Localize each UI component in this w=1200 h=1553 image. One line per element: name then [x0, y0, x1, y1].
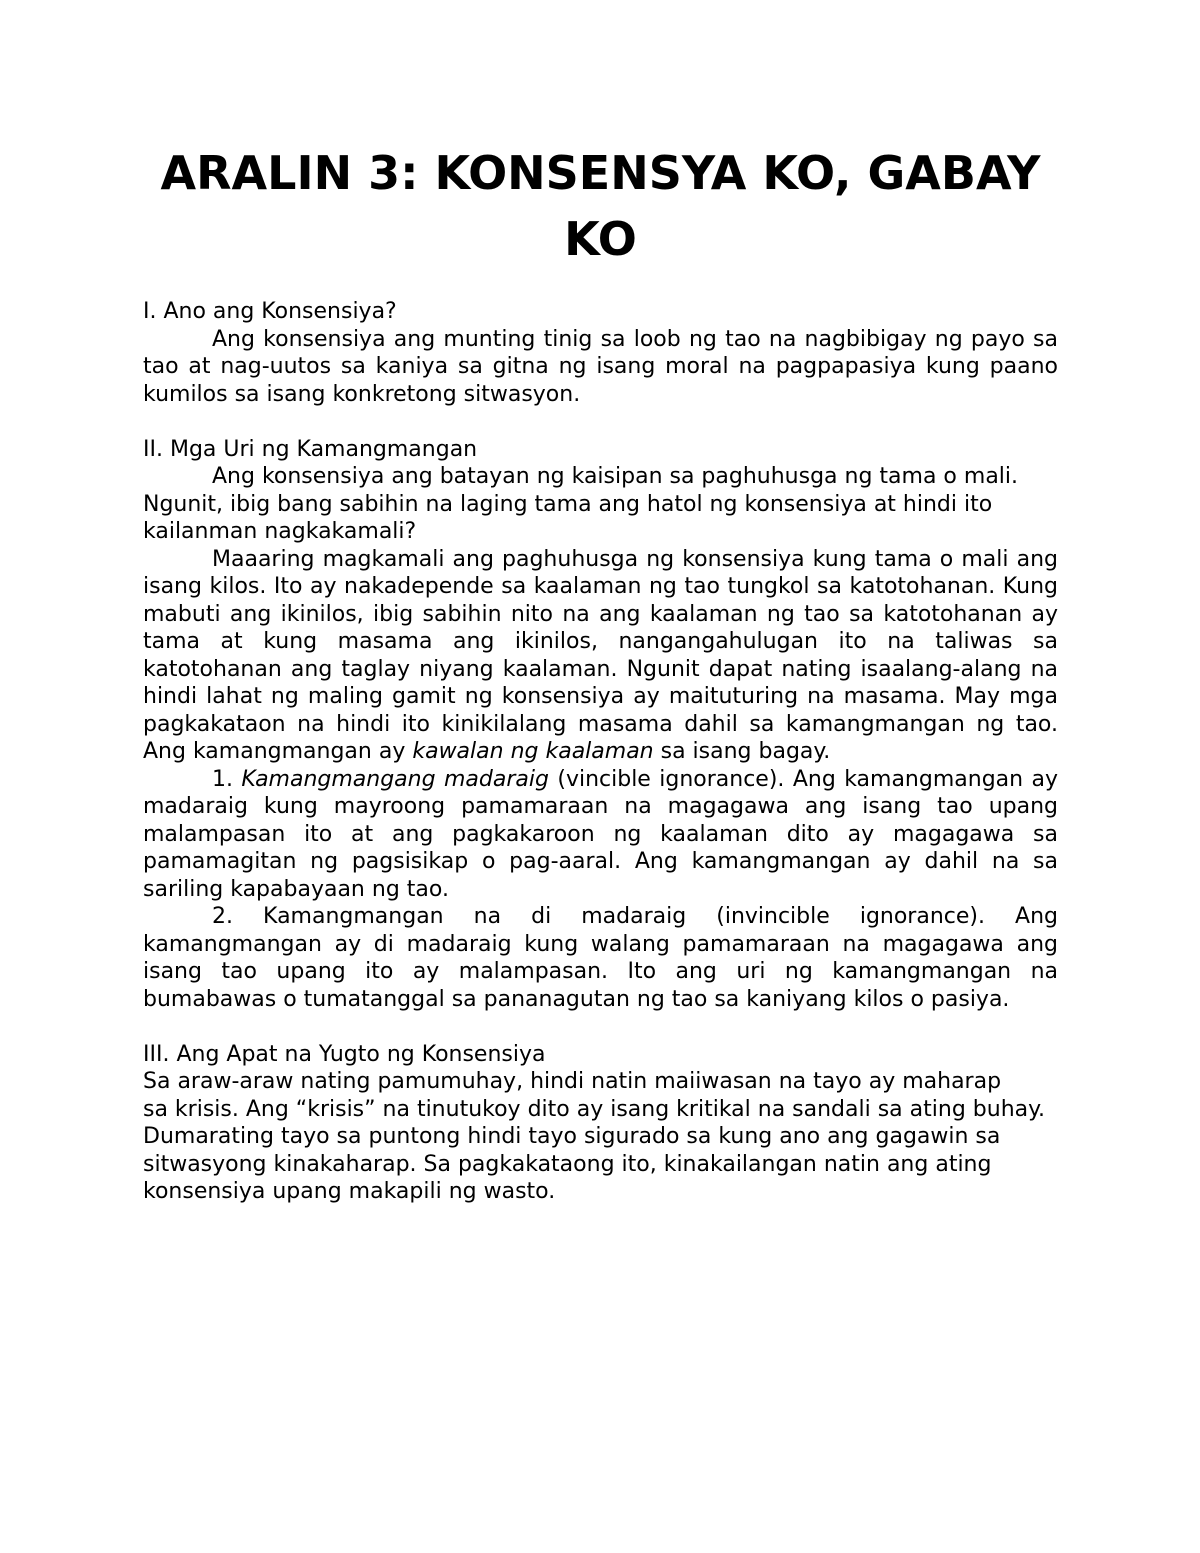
spacer [143, 1013, 1058, 1041]
list-item-number: 1. [212, 766, 233, 792]
document-body [143, 298, 1058, 1206]
section-1-heading: I. Ano ang Konsensiya? [143, 299, 397, 324]
section-3-paragraph-3: Dumarating tayo sa puntong hindi tayo sigurado sa kung ano ang gagawin sa sitwasyong kinakaharap. Sa pagkakataong ito, kinakailangan natin ang ating konsensiya upang makapili ng wasto. [143, 1124, 1001, 1204]
section-2-paragraph-3-italic: kawalan ng kaalaman [412, 739, 654, 764]
list-item-text: (vincible ignorance). Ang kamangmangan ay madaraig kung mayroong pamamaraan na magagawa ang isang tao upang malampasan ito at ang pagkakaroon ng kaalaman dito ay magagawa sa pamamagitan ng pagsisikap o pag-aaral. Ang kamangmangan ay dahil na sa sariling kapabayaan ng tao. [143, 766, 1059, 902]
section-2-paragraph-3-main: Maaaring magkamali ang paghuhusga ng konsensiya kung tama o mali ang isang kilos. Ito ay nakadepende sa kaalaman ng tao tungkol sa katotohanan. Kung mabuti ang ikinilos, ibig sabihin nito na ang kaalaman ng tao sa katotohanan ay tama at kung masama ang ikinilos, nangangahulugan ito na taliwas sa katotohanan ang taglay niyang kaalaman. Ngunit dapat nating isaalang-alang na hindi lahat ng maling gamit ng konsensiya ay maituturing na masama. May mga pagkakataon na hindi ito kinikilalang masama dahil sa kamangmangan ng tao. Ang kamangmangan ay [143, 546, 1058, 764]
section-2-paragraph-1: Ang konsensiya ang batayan ng kaisipan sa paghuhusga ng tama o mali. [212, 464, 1019, 489]
section-3-heading: III. Ang Apat na Yugto ng Konsensiya [143, 1041, 546, 1067]
section-3-paragraph-2: sa krisis. Ang “krisis” na tinutukoy dito ay isang kritikal na sandali sa ating buhay. [143, 1096, 1045, 1122]
section-2-paragraph-2: Ngunit, ibig bang sabihin na laging tama ang hatol ng konsensiya at hindi ito kailanman nagkakamali? [143, 491, 993, 544]
document-page [143, 140, 1058, 1206]
list-item-vincible [143, 766, 1058, 904]
section-2-heading: II. Mga Uri ng Kamangmangan [143, 436, 478, 462]
section-3-paragraph-1: Sa araw-araw nating pamumuhay, hindi natin maiiwasan na tayo ay maharap [143, 1069, 1002, 1094]
spacer [143, 408, 1058, 436]
section-1-paragraph: Ang konsensiya ang munting tinig sa loob ng tao na nagbibigay ng payo sa tao at nag-uutos sa kaniya sa gitna ng isang moral na pagpapasiya kung paano kumilos sa isang konkretong sitwasyon. [143, 326, 1058, 407]
list-item-invincible: 2. Kamangmangan na di madaraig (invincible ignorance). Ang kamangmangan ay di madaraig kung walang pamamaraan na magagawa ang isang tao upang ito ay malampasan. Ito ang uri ng kamangmangan na bumabawas o tumatanggal sa pananagutan ng tao sa kaniyang kilos o pasiya. [143, 904, 1058, 1012]
section-2-paragraph-3 [143, 546, 1058, 766]
list-item-term: Kamangmangang madaraig [241, 766, 549, 792]
document-title: ARALIN 3: KONSENSYA KO, GABAY KO [160, 146, 1041, 266]
section-2-paragraph-3-end: sa isang bagay. [653, 739, 831, 764]
